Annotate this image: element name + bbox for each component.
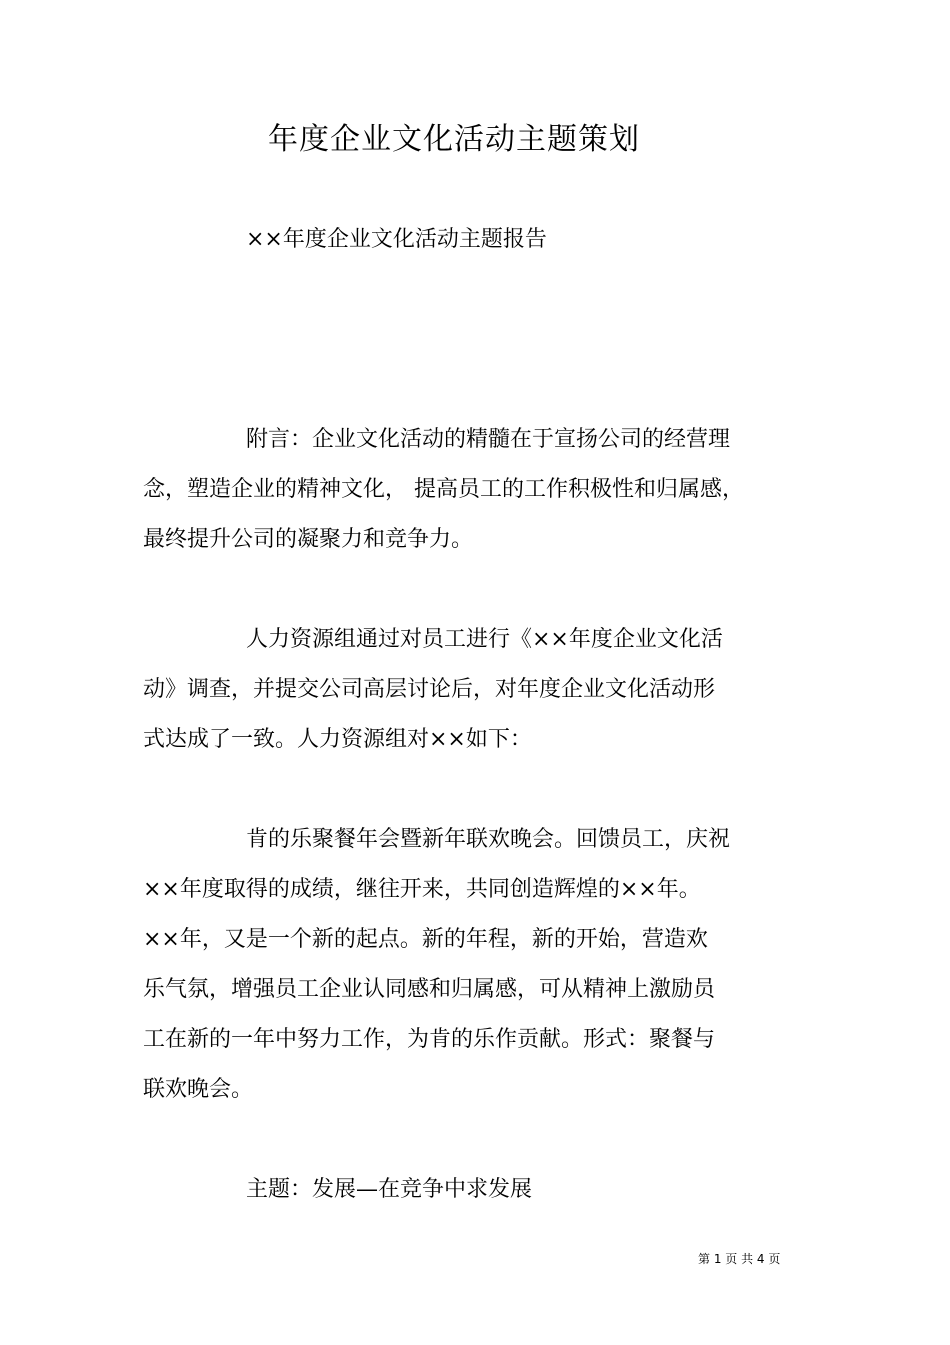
paragraph-1-line-2: 念，塑造企业的精神文化， 提高员工的工作积极性和归属感， <box>143 477 744 502</box>
paragraph-3-line-2: ××年度取得的成绩，继往开来，共同创造辉煌的××年。 <box>143 877 701 902</box>
page-number: 第 1 页 共 4 页 <box>698 1252 781 1266</box>
paragraph-3-line-1: 肯的乐聚餐年会暨新年联欢晚会。回馈员工，庆祝 <box>246 827 731 852</box>
paragraph-2-line-2: 动》调查，并提交公司高层讨论后，对年度企业文化活动形 <box>143 677 716 702</box>
paragraph-2-line-1: 人力资源组通过对员工进行《××年度企业文化活 <box>246 627 723 652</box>
paragraph-3-line-5: 工在新的一年中努力工作，为肯的乐作贡献。形式：聚餐与 <box>143 1027 716 1052</box>
document-subtitle: ××年度企业文化活动主题报告 <box>246 227 547 252</box>
paragraph-3-line-4: 乐气氛，增强员工企业认同感和归属感，可从精神上激励员 <box>143 977 716 1002</box>
paragraph-3-line-3: ××年，又是一个新的起点。新的年程，新的开始，营造欢 <box>143 927 708 952</box>
paragraph-2-line-3: 式达成了一致。人力资源组对××如下： <box>143 727 532 752</box>
paragraph-1-line-1: 附言：企业文化活动的精髓在于宣扬公司的经营理 <box>246 427 731 452</box>
paragraph-3-line-6: 联欢晚会。 <box>143 1077 254 1102</box>
paragraph-1-line-3: 最终提升公司的凝聚力和竞争力。 <box>143 527 474 552</box>
document-title: 年度企业文化活动主题策划 <box>268 122 640 157</box>
paragraph-4-line-1: 主题：发展—在竞争中求发展 <box>246 1177 533 1202</box>
